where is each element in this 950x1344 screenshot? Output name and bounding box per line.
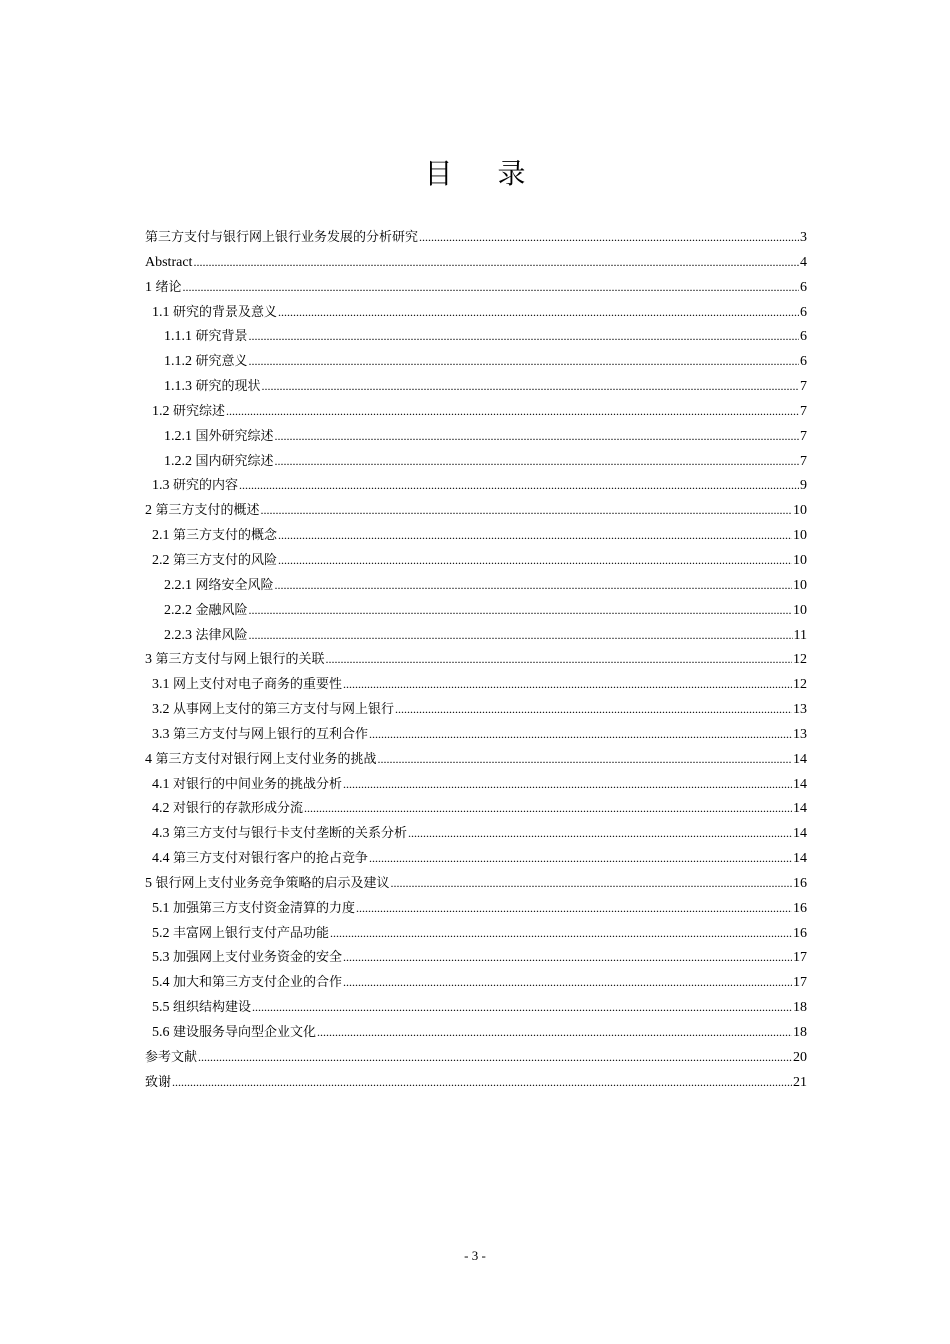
toc-entry-label: [152, 973, 342, 993]
toc-entry[interactable]: [145, 451, 807, 476]
toc-entry[interactable]: [145, 923, 807, 948]
toc-entry-label: [164, 452, 274, 472]
toc-entry-number: 2.1: [152, 528, 173, 544]
toc-entry-text: 法律风险: [195, 627, 248, 643]
toc-leader-dots: [343, 674, 792, 694]
toc-entry[interactable]: [145, 625, 807, 650]
toc-page-number: 17: [793, 975, 807, 991]
toc-entry[interactable]: [145, 1047, 807, 1072]
toc-entry-text: 研究的内容: [173, 478, 239, 494]
toc-entry[interactable]: [145, 227, 807, 252]
toc-page-number: 10: [793, 577, 807, 593]
toc-entry-label: [164, 427, 274, 447]
toc-entry-text: 网上支付对电子商务的重要性: [173, 677, 343, 693]
toc-entry-text: 第三方支付对银行网上支付业务的挑战: [155, 751, 377, 767]
toc-entry-label: [152, 725, 368, 745]
toc-leader-dots: [275, 451, 799, 471]
toc-leader-dots: [391, 873, 792, 893]
toc-entry[interactable]: [145, 898, 807, 923]
toc-entry-number: 3.1: [152, 677, 173, 693]
toc-leader-dots: [408, 823, 792, 843]
toc-leader-dots: [198, 1047, 792, 1067]
toc-leader-dots: [369, 724, 792, 744]
toc-entry-number: 4.3: [152, 826, 173, 842]
toc-page-number: 13: [793, 702, 807, 718]
toc-entry-text: 研究综述: [173, 403, 226, 419]
toc-entry-number: 1.2: [152, 403, 173, 419]
toc-entry[interactable]: [145, 500, 807, 525]
toc-entry-label: [145, 253, 192, 273]
toc-leader-dots: [226, 401, 799, 421]
toc-entry-number: 5.6: [152, 1025, 173, 1040]
toc-page-number: 10: [793, 552, 807, 568]
toc-entry[interactable]: [145, 401, 807, 426]
toc-entry-number: 5.5: [152, 1000, 173, 1016]
toc-entry-text: 研究的背景及意义: [173, 304, 278, 320]
toc-entry-text: 研究背景: [195, 329, 248, 345]
toc-page-number: 16: [793, 925, 807, 941]
toc-leader-dots: [278, 525, 792, 545]
toc-entry-label: [152, 775, 342, 795]
toc-page-number: 6: [800, 304, 807, 320]
toc-leader-dots: [330, 923, 792, 943]
toc-entry-text: 加大和第三方支付企业的合作: [173, 975, 343, 991]
toc-entry-label: [152, 998, 251, 1018]
toc-entry-text: 金融风险: [195, 602, 248, 618]
page-number-footer: - 3 -: [464, 1248, 486, 1263]
toc-entry-label: [164, 327, 248, 347]
toc-entry[interactable]: [145, 724, 807, 749]
toc-entry[interactable]: [145, 426, 807, 451]
toc-entry-text: 加强网上支付业务资金的安全: [173, 950, 343, 966]
toc-entry[interactable]: [145, 1022, 807, 1047]
toc-entry-number: 2.2.1: [164, 577, 196, 593]
toc-entry-number: 4.1: [152, 776, 173, 792]
toc-entry-text: Abstract: [145, 254, 193, 270]
toc-entry-label: [152, 799, 303, 819]
toc-entry-text: 第三方支付的概述: [155, 503, 260, 519]
toc-entry[interactable]: [145, 749, 807, 774]
toc-entry[interactable]: [145, 699, 807, 724]
toc-entry[interactable]: [145, 997, 807, 1022]
toc-entry-text: 第三方支付与银行卡支付垄断的关系分析: [173, 826, 408, 842]
toc-entry-text: 银行网上支付业务竞争策略的启示及建议: [155, 875, 390, 891]
toc-entry-label: [152, 899, 355, 919]
toc-leader-dots: [356, 898, 792, 918]
toc-entry-number: 1.2.2: [164, 453, 196, 469]
toc-entry-number: 4.4: [152, 851, 173, 867]
toc-entry-label: [152, 303, 277, 323]
toc-page-number: 14: [793, 751, 807, 767]
toc-page-number: 7: [800, 428, 807, 444]
toc-entry-label: [145, 228, 418, 248]
toc-leader-dots: [343, 972, 792, 992]
toc-entry[interactable]: [145, 600, 807, 625]
toc-entry-number: 1.1.3: [164, 379, 196, 395]
toc-entry[interactable]: [145, 525, 807, 550]
toc-leader-dots: [249, 625, 793, 645]
toc-entry-text: 对银行的存款形成分流: [173, 801, 304, 817]
toc-entry-text: 对银行的中间业务的挑战分析: [173, 776, 343, 792]
toc-entry-text: 参考文献: [145, 1049, 198, 1065]
toc-page-number: 13: [793, 726, 807, 742]
toc-entry-number: 2.2.2: [164, 602, 196, 618]
page-title: 目 录: [424, 157, 544, 190]
toc-page-number: 16: [793, 900, 807, 916]
toc-entry[interactable]: [145, 649, 807, 674]
toc-page-number: 12: [793, 652, 807, 668]
toc-leader-dots: [172, 1072, 792, 1092]
toc-entry-number: 5.3: [152, 950, 173, 966]
toc-entry-text: 第三方支付与网上银行的关联: [155, 652, 325, 668]
toc-entry-number: 3: [145, 652, 156, 668]
toc-entry-number: 5.4: [152, 975, 173, 991]
toc-entry-number: 4.2: [152, 801, 173, 817]
toc-page-number: 14: [793, 826, 807, 842]
toc-entry-text: 第三方支付的风险: [173, 552, 278, 568]
toc-entry-number: 3.3: [152, 726, 173, 742]
toc-entry[interactable]: [145, 774, 807, 799]
toc-leader-dots: [183, 277, 799, 297]
toc-entry-number: 2.2: [152, 552, 173, 568]
toc-entry-number: 2.2.3: [164, 627, 196, 643]
toc-entry-number: 1.1.1: [164, 329, 196, 345]
toc-leader-dots: [249, 326, 799, 346]
toc-leader-dots: [193, 252, 799, 272]
toc-entry-number: 5.2: [152, 925, 173, 941]
toc-leader-dots: [369, 848, 792, 868]
toc-entry[interactable]: [145, 1072, 807, 1097]
toc-leader-dots: [261, 500, 792, 520]
toc-page-number: 6: [800, 354, 807, 370]
toc-page-number: 4: [800, 254, 807, 270]
toc-entry-label: [152, 526, 277, 546]
toc-entry-label: [164, 626, 248, 646]
toc-entry[interactable]: [145, 575, 807, 600]
toc-entry-number: 1: [145, 279, 156, 295]
toc-entry-label: [152, 1023, 316, 1043]
toc-page-number: 11: [793, 627, 807, 643]
table-of-contents: [145, 227, 807, 1097]
toc-leader-dots: [275, 426, 799, 446]
toc-entry-text: 第三方支付对银行客户的抢占竞争: [173, 851, 369, 867]
toc-entry-text: 组织结构建设: [173, 1000, 252, 1016]
toc-entry-text: 研究意义: [195, 354, 248, 370]
toc-entry-number: 1.3: [152, 478, 173, 494]
toc-leader-dots: [278, 550, 792, 570]
toc-entry[interactable]: [145, 302, 807, 327]
toc-entry-label: [164, 601, 248, 621]
toc-page-number: 14: [793, 776, 807, 792]
toc-leader-dots: [249, 600, 792, 620]
toc-entry-label: [145, 1073, 171, 1093]
toc-entry-label: [152, 551, 277, 571]
toc-entry-text: 建设服务导向型企业文化: [173, 1025, 317, 1040]
toc-entry-label: [164, 352, 248, 372]
toc-entry-label: [145, 1048, 197, 1068]
toc-leader-dots: [419, 227, 799, 247]
toc-page-number: 7: [800, 379, 807, 395]
toc-page-number: 16: [793, 875, 807, 891]
toc-entry-label: [145, 874, 390, 894]
toc-entry-number: 2: [145, 503, 156, 519]
toc-page-number: 12: [793, 677, 807, 693]
toc-page-number: 9: [800, 478, 807, 494]
toc-entry-label: [145, 650, 325, 670]
toc-leader-dots: [326, 649, 792, 669]
toc-entry-label: [152, 849, 368, 869]
toc-entry[interactable]: [145, 550, 807, 575]
toc-entry-text: 加强第三方支付资金清算的力度: [173, 900, 356, 916]
toc-entry[interactable]: [145, 798, 807, 823]
toc-leader-dots: [304, 798, 792, 818]
toc-entry[interactable]: [145, 947, 807, 972]
toc-page-number: 7: [800, 453, 807, 469]
toc-entry-number: 1.2.1: [164, 428, 196, 444]
toc-leader-dots: [378, 749, 792, 769]
toc-entry-text: 研究的现状: [195, 379, 261, 395]
toc-entry-text: 从事网上支付的第三方支付与网上银行: [173, 702, 395, 718]
toc-entry[interactable]: [145, 972, 807, 997]
toc-entry-label: [152, 924, 329, 944]
toc-page-number: 14: [793, 851, 807, 867]
toc-entry-text: 丰富网上银行支付产品功能: [173, 925, 330, 941]
toc-page-number: 7: [800, 403, 807, 419]
toc-leader-dots: [249, 351, 799, 371]
toc-leader-dots: [239, 475, 799, 495]
toc-page-number: 21: [793, 1074, 807, 1090]
toc-entry-label: [145, 278, 182, 298]
toc-leader-dots: [343, 774, 792, 794]
toc-entry-text: 国外研究综述: [195, 428, 274, 444]
toc-entry-label: [152, 675, 342, 695]
toc-entry-text: 绪论: [155, 279, 182, 295]
toc-entry-label: [152, 402, 225, 422]
toc-page-number: 17: [793, 950, 807, 966]
toc-entry-label: [145, 750, 377, 770]
toc-entry[interactable]: [145, 475, 807, 500]
toc-entry-number: 5.1: [152, 900, 173, 916]
toc-entry[interactable]: [145, 823, 807, 848]
toc-entry[interactable]: [145, 873, 807, 898]
toc-entry-number: 1.1: [152, 304, 173, 320]
toc-entry[interactable]: [145, 277, 807, 302]
toc-entry[interactable]: [145, 848, 807, 873]
toc-entry[interactable]: [145, 674, 807, 699]
toc-entry-text: 第三方支付与网上银行的互利合作: [173, 726, 369, 742]
toc-page-number: 18: [793, 1025, 807, 1040]
toc-entry-label: [152, 476, 238, 496]
toc-leader-dots: [317, 1022, 792, 1042]
toc-entry-number: 3.2: [152, 702, 173, 718]
toc-entry-label: [152, 948, 342, 968]
toc-entry-text: 第三方支付与银行网上银行业务发展的分析研究: [145, 230, 419, 245]
toc-leader-dots: [343, 947, 792, 967]
toc-page-number: 6: [800, 279, 807, 295]
toc-leader-dots: [278, 302, 799, 322]
toc-page-number: 10: [793, 602, 807, 618]
toc-page-number: 3: [800, 230, 807, 245]
toc-entry-text: 致谢: [145, 1074, 172, 1090]
toc-entry-text: 国内研究综述: [195, 453, 274, 469]
toc-entry-text: 第三方支付的概念: [173, 528, 278, 544]
toc-leader-dots: [262, 376, 799, 396]
toc-leader-dots: [275, 575, 792, 595]
toc-page-number: 18: [793, 1000, 807, 1016]
toc-entry-number: 1.1.2: [164, 354, 196, 370]
toc-entry-label: [152, 700, 394, 720]
toc-entry-label: [145, 501, 260, 521]
toc-entry[interactable]: [145, 252, 807, 277]
toc-page-number: 10: [793, 503, 807, 519]
toc-page-number: 10: [793, 528, 807, 544]
toc-leader-dots: [252, 997, 792, 1017]
toc-entry[interactable]: [145, 376, 807, 401]
toc-leader-dots: [395, 699, 792, 719]
toc-page-number: 6: [800, 329, 807, 345]
toc-page-number: 14: [793, 801, 807, 817]
toc-entry-number: 5: [145, 875, 156, 891]
toc-page-number: 20: [793, 1049, 807, 1065]
toc-entry-label: [164, 377, 261, 397]
toc-entry-label: [164, 576, 274, 596]
toc-entry-label: [152, 824, 407, 844]
toc-entry-text: 网络安全风险: [195, 577, 274, 593]
toc-entry[interactable]: [145, 326, 807, 351]
toc-entry[interactable]: [145, 351, 807, 376]
toc-entry-number: 4: [145, 751, 156, 767]
